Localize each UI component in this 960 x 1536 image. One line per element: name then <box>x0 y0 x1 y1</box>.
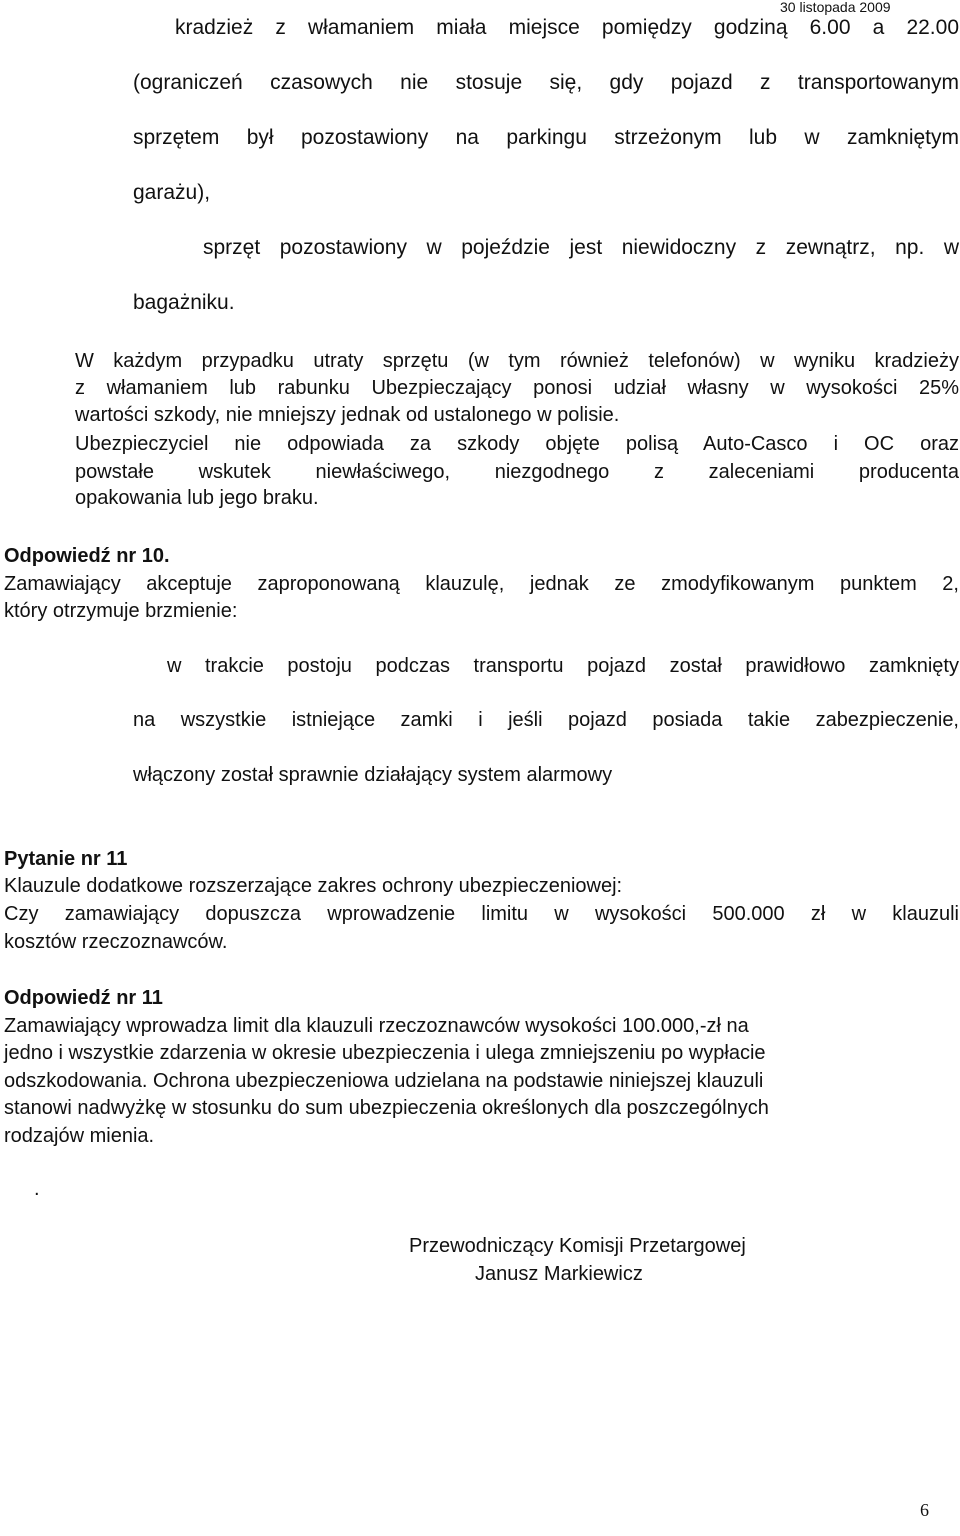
clause-line-3: włączony został sprawnie działający system alarmowy <box>133 764 613 786</box>
question11-heading: Pytanie nr 11 <box>4 848 128 870</box>
question11-line-3: kosztów rzeczoznawców. <box>4 931 228 953</box>
answer11-line-4: stanowi nadwyżkę w stosunku do sum ubezpieczenia określonych dla poszczególnych <box>4 1097 769 1119</box>
answer11-line-3: odszkodowania. Ochrona ubezpieczeniowa udzielana na podstawie niniejszej klauzuli <box>4 1070 764 1092</box>
para1-line-1: W każdym przypadku utraty sprzętu (w tym również telefonów) w wyniku kradzieży <box>75 350 959 372</box>
answer11-line-2: jedno i wszystkie zdarzenia w okresie ubezpieczenia i ulega zmniejszeniu po wypłacie <box>4 1042 766 1064</box>
top-line-2: (ograniczeń czasowych nie stosuje się, gdy pojazd z transportowanym <box>133 71 959 94</box>
top-line-6: bagażniku. <box>133 291 235 314</box>
top-line-5: sprzęt pozostawiony w pojeździe jest niewidoczny z zewnątrz, np. w <box>203 236 959 259</box>
clause-line-2: na wszystkie istniejące zamki i jeśli pojazd posiada takie zabezpieczenie, <box>133 709 959 731</box>
top-line-3: sprzętem był pozostawiony na parkingu strzeżonym lub w zamkniętym <box>133 126 959 149</box>
question11-line-2: Czy zamawiający dopuszcza wprowadzenie limitu w wysokości 500.000 zł w klauzuli <box>4 903 959 925</box>
signature-title: Przewodniczący Komisji Przetargowej <box>409 1235 746 1257</box>
top-line-4: garażu), <box>133 181 211 204</box>
answer10-line-2: który otrzymuje brzmienie: <box>4 600 238 622</box>
para1-line-2: z włamaniem lub rabunku Ubezpieczający ponosi udział własny w wysokości 25% <box>75 377 959 399</box>
answer10-heading: Odpowiedź nr 10. <box>4 545 170 567</box>
para1-line-4: Ubezpieczyciel nie odpowiada za szkody objęte polisą Auto-Casco i OC oraz <box>75 433 959 455</box>
para1-line-6: opakowania lub jego braku. <box>75 487 319 509</box>
answer11-line-5: rodzajów mienia. <box>4 1125 155 1147</box>
answer11-line-1: Zamawiający wprowadza limit dla klauzuli rzeczoznawców wysokości 100.000,-zł na <box>4 1015 749 1037</box>
stray-dot: . <box>34 1178 40 1200</box>
para1-line-5: powstałe wskutek niewłaściwego, niezgodnego z zaleceniami producenta <box>75 461 959 483</box>
para1-line-3: wartości szkody, nie mniejszy jednak od ustalonego w polisie. <box>75 404 620 426</box>
clause-line-1: w trakcie postoju podczas transportu pojazd został prawidłowo zamknięty <box>167 655 959 677</box>
answer10-line-1: Zamawiający akceptuje zaproponowaną klauzulę, jednak ze zmodyfikowanym punktem 2, <box>4 573 959 595</box>
header-date: 30 listopada 2009 <box>780 0 891 15</box>
signature-name: Janusz Markiewicz <box>475 1263 643 1285</box>
top-line-1: kradzież z włamaniem miała miejsce pomiędzy godziną 6.00 a 22.00 <box>175 16 959 39</box>
answer11-heading: Odpowiedź nr 11 <box>4 987 163 1009</box>
question11-line-1: Klauzule dodatkowe rozszerzające zakres ochrony ubezpieczeniowej: <box>4 875 623 897</box>
page-number: 6 <box>920 1500 929 1520</box>
